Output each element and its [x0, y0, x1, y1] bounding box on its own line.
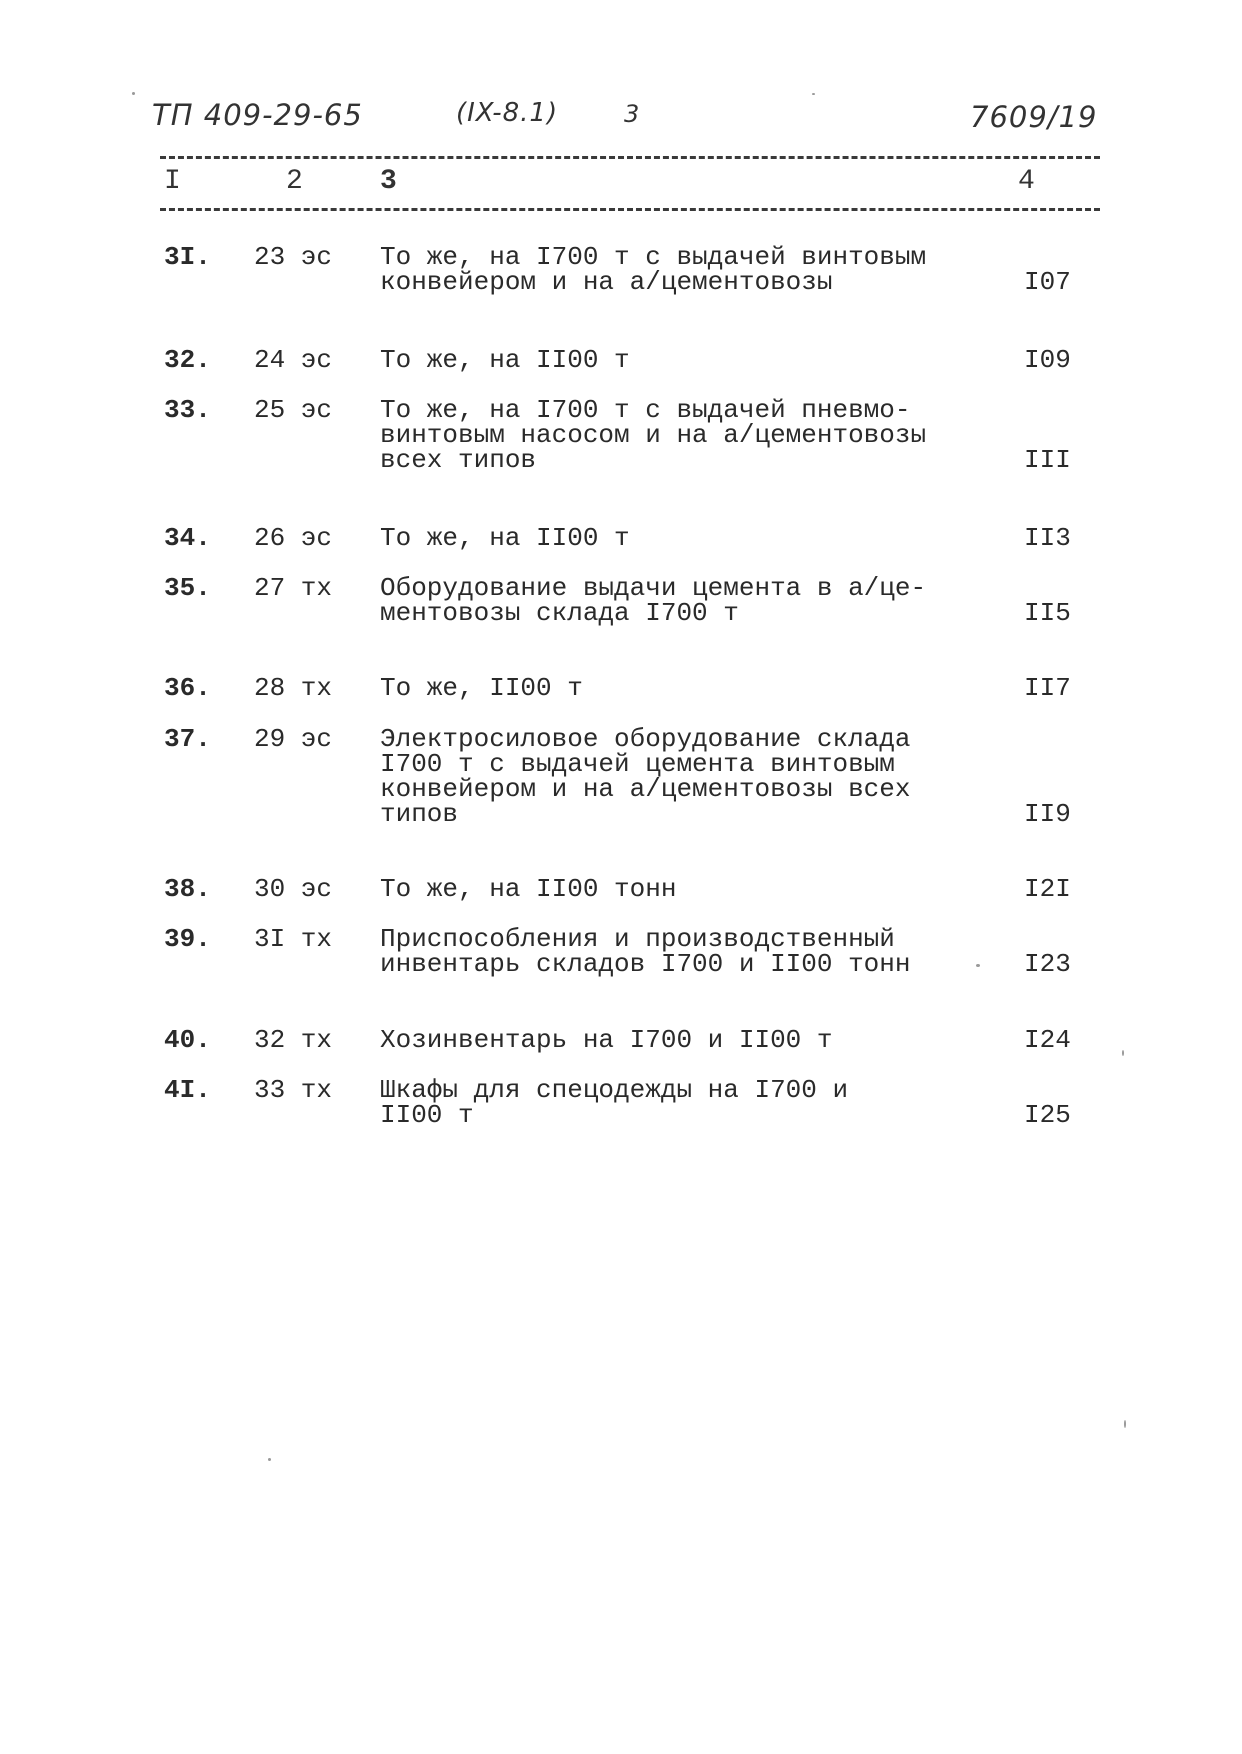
sheet-code: 32 тх: [254, 1025, 333, 1055]
sheet-code: 3I тх: [254, 924, 333, 954]
row-number: 36.: [164, 673, 211, 703]
page-ref: II9: [1024, 799, 1071, 829]
sheet-title: То же, на II00 т: [380, 523, 630, 553]
project-code: ТП 409-29-65: [152, 98, 363, 132]
page-ref: III: [1024, 445, 1071, 475]
row-number: 35.: [164, 573, 211, 603]
sheet-code: 26 эс: [254, 523, 333, 553]
sheet-title: Электросиловое оборудование склада I700 т с выдачей цемента винтовым конвейером и на а/цементовозы всех типов: [380, 724, 911, 829]
sheet-code: 23 эс: [254, 242, 333, 272]
sheet-code: 28 тх: [254, 673, 333, 703]
section-mark: (IX-8.1): [456, 98, 559, 128]
page-ref: II7: [1024, 673, 1071, 703]
page-ref: I24: [1024, 1025, 1071, 1055]
row-number: 37.: [164, 724, 211, 754]
sheet-title: То же, на I700 т с выдачей винтовым конвейером и на а/цементовозы: [380, 242, 927, 297]
row-number: 33.: [164, 395, 211, 425]
sheet-title: То же, на II00 тонн: [380, 874, 677, 904]
sheet-title: Оборудование выдачи цемента в а/це- ментовозы склада I700 т: [380, 573, 927, 628]
row-number: 34.: [164, 523, 211, 553]
sheet-title: Хозинвентарь на I700 и II00 т: [380, 1025, 833, 1055]
page-ref: I09: [1024, 345, 1071, 375]
page-ref: II3: [1024, 523, 1071, 553]
sheet-code: 24 эс: [254, 345, 333, 375]
sheet-code: 29 эс: [254, 724, 333, 754]
column-header-1: I: [164, 166, 181, 197]
sheet-title: Приспособления и производственный инвентарь складов I700 и II00 тонн: [380, 924, 911, 979]
sheet-code: 33 тх: [254, 1075, 333, 1105]
column-header-3: 3: [380, 166, 397, 197]
header-bottom-rule: [160, 208, 1100, 211]
page-number: 3: [624, 100, 641, 128]
sheet-title: Шкафы для спецодежды на I700 и II00 т: [380, 1075, 849, 1130]
page-ref: I07: [1024, 267, 1071, 297]
sheet-title: То же, II00 т: [380, 673, 583, 703]
row-number: 38.: [164, 874, 211, 904]
sheet-code: 30 эс: [254, 874, 333, 904]
column-header-4: 4: [1018, 166, 1035, 197]
page-ref: I2I: [1024, 874, 1071, 904]
sheet-title: То же, на II00 т: [380, 345, 630, 375]
sheet-title: То же, на I700 т с выдачей пневмо- винтовым насосом и на а/цементовозы всех типов: [380, 395, 927, 475]
row-number: 40.: [164, 1025, 211, 1055]
sheet-code: 25 эс: [254, 395, 333, 425]
column-header-2: 2: [286, 166, 303, 197]
inventory-number: 7609/19: [970, 100, 1098, 134]
row-number: 3I.: [164, 242, 211, 272]
page-ref: I25: [1024, 1100, 1071, 1130]
row-number: 4I.: [164, 1075, 211, 1105]
row-number: 32.: [164, 345, 211, 375]
page-ref: I23: [1024, 949, 1071, 979]
row-number: 39.: [164, 924, 211, 954]
page-ref: II5: [1024, 598, 1071, 628]
sheet-code: 27 тх: [254, 573, 333, 603]
header-top-rule: [160, 156, 1100, 159]
